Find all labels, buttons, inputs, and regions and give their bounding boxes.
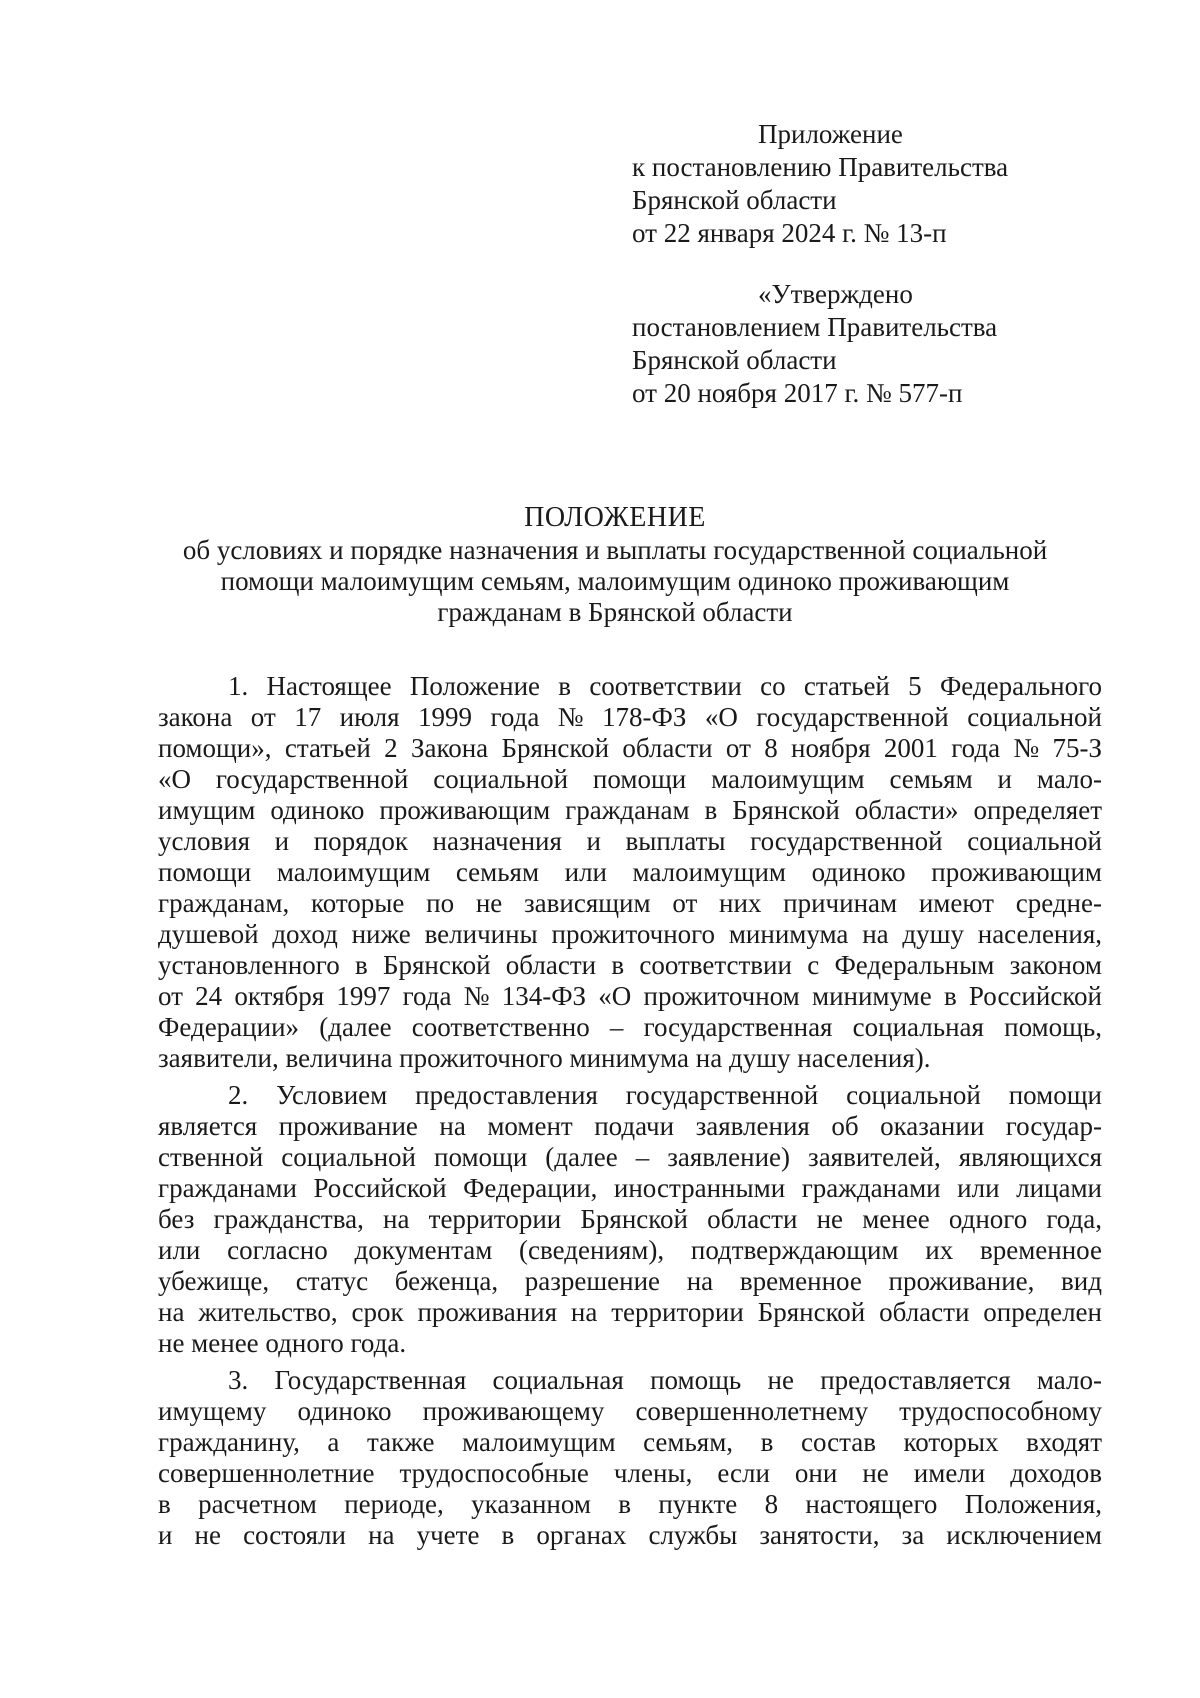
appendix-line: Приложение xyxy=(758,119,903,149)
text-line-content: имущим одиноко проживающим гражданам в Брянской области» определяет xyxy=(158,795,1102,825)
approval-line: от 20 ноября 2017 г. № 577-п xyxy=(632,378,963,408)
text-line xyxy=(158,671,1102,702)
text-line-content: является проживание на момент подачи заявления об оказании государ- xyxy=(158,1111,1102,1141)
text-line-content: без гражданства, на территории Брянской области не менее одного года, xyxy=(158,1204,1102,1234)
document-body xyxy=(158,671,1102,1557)
text-line xyxy=(158,795,1102,826)
title-heading: ПОЛОЖЕНИЕ xyxy=(524,502,706,533)
document-title xyxy=(150,502,1080,628)
text-line xyxy=(158,702,1102,733)
text-line-content: заявители, величина прожиточного минимума на душу населения). xyxy=(158,1043,931,1073)
text-line-content: «О государственной социальной помощи малоимущим семьям и мало- xyxy=(158,764,1102,794)
text-line xyxy=(158,1328,1102,1359)
paragraph-1 xyxy=(158,671,1102,1074)
text-line-content: ственной социальной помощи (далее – заявление) заявителей, являющихся xyxy=(158,1142,1102,1172)
text-line xyxy=(158,919,1102,950)
text-line xyxy=(158,1297,1102,1328)
text-line xyxy=(158,1012,1102,1043)
text-line-content: условия и порядок назначения и выплаты государственной социальной xyxy=(158,826,1102,856)
text-line xyxy=(158,857,1102,888)
text-line-content: помощи», статьей 2 Закона Брянской области от 8 ноября 2001 года № 75-З xyxy=(158,733,1102,763)
appendix-line: от 22 января 2024 г. № 13-п xyxy=(632,218,947,248)
text-line-content: установленного в Брянской области в соответствии с Федеральным законом xyxy=(158,950,1102,980)
approval-line: Брянской области xyxy=(632,345,837,375)
text-line-content: 3. Государственная социальная помощь не предоставляется мало- xyxy=(228,1365,1102,1395)
text-line xyxy=(158,733,1102,764)
appendix-block xyxy=(632,118,1152,250)
text-line-content: 1. Настоящее Положение в соответствии со статьей 5 Федерального xyxy=(228,671,1102,701)
text-line-content: помощи малоимущим семьям или малоимущим одиноко проживающим xyxy=(158,857,1102,887)
title-line: помощи малоимущим семьям, малоимущим одиноко проживающим xyxy=(220,566,1010,596)
text-line xyxy=(158,1427,1102,1458)
text-line xyxy=(158,1520,1102,1551)
text-line-content: или согласно документам (сведениям), подтверждающим их временное xyxy=(158,1235,1102,1265)
text-line xyxy=(158,1235,1102,1266)
text-line xyxy=(158,1266,1102,1297)
text-line xyxy=(158,1080,1102,1111)
paragraph-3 xyxy=(158,1365,1102,1551)
title-line: гражданам в Брянской области xyxy=(437,597,793,627)
text-line xyxy=(158,888,1102,919)
appendix-line: Брянской области xyxy=(632,185,837,215)
paragraph-2 xyxy=(158,1080,1102,1359)
text-line xyxy=(158,950,1102,981)
text-line-content: не менее одного года. xyxy=(158,1328,407,1358)
text-line-content: закона от 17 июля 1999 года № 178-ФЗ «О государственной социальной xyxy=(158,702,1102,732)
appendix-line: к постановлению Правительства xyxy=(632,152,1009,182)
text-line-content: от 24 октября 1997 года № 134-ФЗ «О прожиточном минимуме в Российской xyxy=(158,981,1102,1011)
text-line-content: 2. Условием предоставления государственной социальной помощи xyxy=(228,1080,1102,1110)
text-line xyxy=(158,1396,1102,1427)
approval-line: «Утверждено xyxy=(758,279,913,309)
title-line: об условиях и порядке назначения и выплаты государственной социальной xyxy=(182,535,1048,565)
text-line xyxy=(158,1111,1102,1142)
text-line xyxy=(158,1458,1102,1489)
approval-block xyxy=(632,278,1152,410)
text-line-content: в расчетном периоде, указанном в пункте 8 настоящего Положения, xyxy=(158,1489,1102,1519)
text-line xyxy=(158,764,1102,795)
text-line-content: на жительство, срок проживания на территории Брянской области определен xyxy=(158,1297,1102,1327)
text-line xyxy=(158,1142,1102,1173)
text-line-content: имущему одиноко проживающему совершеннолетнему трудоспособному xyxy=(158,1396,1102,1426)
text-line-content: гражданами Российской Федерации, иностранными гражданами или лицами xyxy=(158,1173,1102,1203)
text-line-content: совершеннолетние трудоспособные члены, если они не имели доходов xyxy=(158,1458,1102,1488)
text-line xyxy=(158,826,1102,857)
approval-line: постановлением Правительства xyxy=(632,312,998,342)
text-line-content: Федерации» (далее соответственно – государственная социальная помощь, xyxy=(158,1012,1102,1042)
text-line xyxy=(158,1173,1102,1204)
text-line-content: гражданам, которые по не зависящим от них причинам имеют средне- xyxy=(158,888,1102,918)
text-line-content: гражданину, а также малоимущим семьям, в состав которых входят xyxy=(158,1427,1102,1457)
text-line-content: и не состояли на учете в органах службы занятости, за исключением xyxy=(158,1520,1102,1550)
text-line xyxy=(158,981,1102,1012)
text-line xyxy=(158,1043,1102,1074)
text-line xyxy=(158,1365,1102,1396)
text-line-content: убежище, статус беженца, разрешение на временное проживание, вид xyxy=(158,1266,1102,1296)
text-line xyxy=(158,1204,1102,1235)
text-line-content: душевой доход ниже величины прожиточного минимума на душу населения, xyxy=(158,919,1102,949)
text-line xyxy=(158,1489,1102,1520)
